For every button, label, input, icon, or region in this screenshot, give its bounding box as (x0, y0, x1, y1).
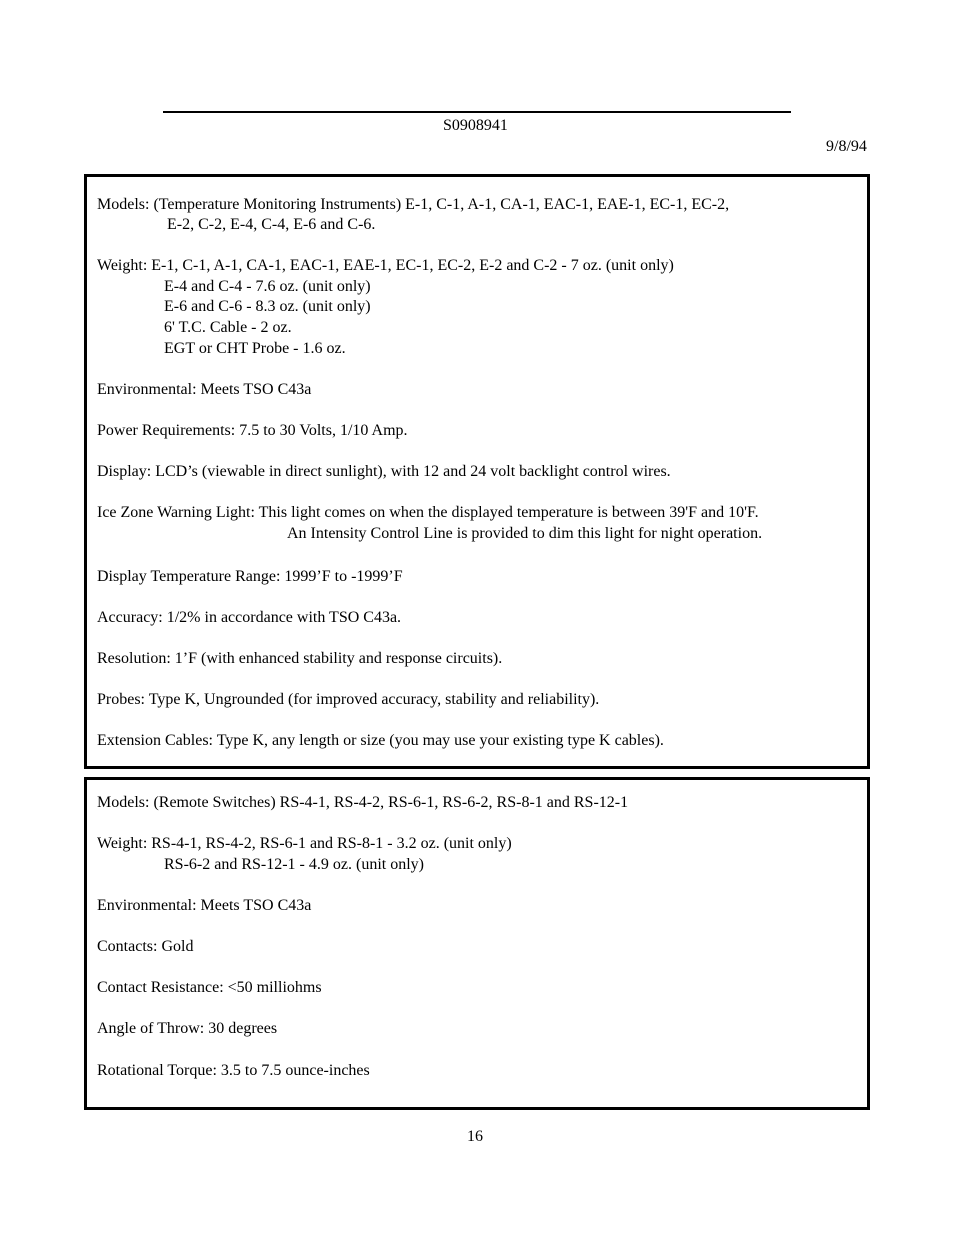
ice-zone-line-1: Ice Zone Warning Light: This light comes on when the displayed temperature is between 39'F and 10'F. (97, 504, 759, 521)
contacts-line: Contacts: Gold (97, 938, 194, 955)
header-rule (163, 111, 791, 113)
environmental-line: Environmental: Meets TSO C43a (97, 381, 312, 398)
document-number: S0908941 (443, 117, 508, 134)
rotational-torque-line: Rotational Torque: 3.5 to 7.5 ounce-inches (97, 1062, 370, 1079)
accuracy-line: Accuracy: 1/2% in accordance with TSO C43a. (97, 609, 402, 626)
switch-weight-line-2: RS-6-2 and RS-12-1 - 4.9 oz. (unit only) (164, 856, 424, 873)
temperature-range-line: Display Temperature Range: 1999’F to -1999’F (97, 568, 403, 585)
models-line-2: E-2, C-2, E-4, C-4, E-6 and C-6. (167, 216, 376, 233)
switch-models-line: Models: (Remote Switches) RS-4-1, RS-4-2, RS-6-1, RS-6-2, RS-8-1 and RS-12-1 (97, 794, 629, 811)
switch-weight-line-1: Weight: RS-4-1, RS-4-2, RS-6-1 and RS-8-1 - 3.2 oz. (unit only) (97, 835, 512, 852)
weight-line-5: EGT or CHT Probe - 1.6 oz. (164, 340, 346, 357)
weight-line-1: Weight: E-1, C-1, A-1, CA-1, EAC-1, EAE-1, EC-1, EC-2, E-2 and C-2 - 7 oz. (unit only) (97, 257, 674, 274)
extension-cables-line: Extension Cables: Type K, any length or size (you may use your existing type K cables). (97, 732, 664, 749)
contact-resistance-line: Contact Resistance: <50 milliohms (97, 979, 322, 996)
weight-line-3: E-6 and C-6 - 8.3 oz. (unit only) (164, 298, 371, 315)
angle-of-throw-line: Angle of Throw: 30 degrees (97, 1020, 278, 1037)
page-number: 16 (467, 1128, 483, 1145)
weight-line-4: 6' T.C. Cable - 2 oz. (164, 319, 292, 336)
resolution-line: Resolution: 1’F (with enhanced stability and response circuits). (97, 650, 503, 667)
display-line: Display: LCD’s (viewable in direct sunlight), with 12 and 24 volt backlight control wires. (97, 463, 671, 480)
weight-line-2: E-4 and C-4 - 7.6 oz. (unit only) (164, 278, 371, 295)
models-line-1: Models: (Temperature Monitoring Instruments) E-1, C-1, A-1, CA-1, EAC-1, EAE-1, EC-1, EC-2, (97, 196, 730, 213)
document-date: 9/8/94 (826, 138, 867, 155)
probes-line: Probes: Type K, Ungrounded (for improved accuracy, stability and reliability). (97, 691, 600, 708)
switch-environmental-line: Environmental: Meets TSO C43a (97, 897, 312, 914)
power-requirements-line: Power Requirements: 7.5 to 30 Volts, 1/10 Amp. (97, 422, 408, 439)
ice-zone-line-2: An Intensity Control Line is provided to dim this light for night operation. (287, 525, 763, 542)
